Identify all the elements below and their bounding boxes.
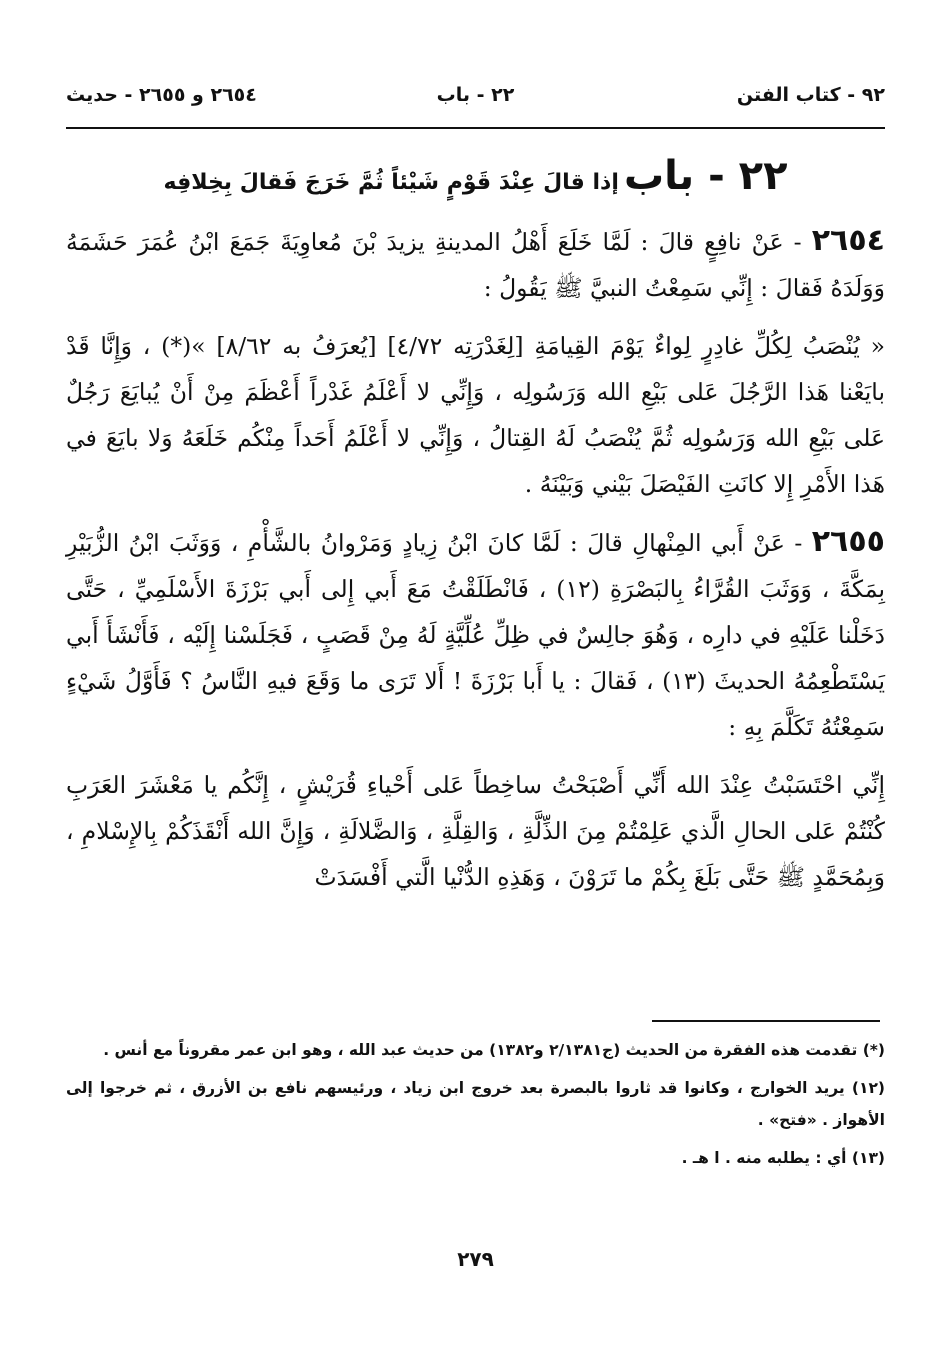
hadith-paragraph <box>66 519 885 750</box>
footnote: (١٣) أي : يطلبه منه . ا هـ . <box>681 1149 885 1167</box>
running-header <box>66 84 885 124</box>
header-book-title: ٩٢ - كتاب الفتن <box>736 84 885 106</box>
hadith-number: ٢٦٥٥ <box>811 524 885 559</box>
hadith-paragraph <box>66 762 885 900</box>
hadith-text: إِنِّي احْتَسَبْتُ عِنْدَ الله أَنِّي أَصْبَحْتُ ساخِطاً عَلى أَحْياءِ قُرَيْشٍ ، إِنَّكُم يا مَعْشَرَ العَرَبِ كُنْتُمْ عَلى الحالِ الَّذي عَلِمْتُمْ مِنَ الذِّلَّةِ ، وَالقِلَّةِ ، وَالضَّلالَةِ ، وَإِنَّ الله أَنْقَذَكُمْ بِالإِسْلامِ ، وَبِمُحَمَّدٍ ﷺ حَتَّى بَلَغَ بِكُمْ ما تَرَوْنَ ، وَهَذِهِ الدُّنْيا الَّتي أَفْسَدَتْ <box>66 771 885 891</box>
hadith-paragraph <box>66 218 885 311</box>
page-number: ٢٧٩ <box>457 1247 494 1271</box>
hadith-text: - عَنْ نافِعٍ قالَ : لَمَّا خَلَعَ أَهْلُ المدينةِ يزيدَ بْنَ مُعاوِيَةَ جَمَعَ ابْنُ عُمَرَ حَشَمَهُ وَوَلَدَهُ فَقالَ : إِنِّي سَمِعْتُ النبيَّ ﷺ يَقُولُ : <box>66 228 885 302</box>
header-divider <box>66 127 885 129</box>
hadith-number: ٢٦٥٤ <box>811 223 885 258</box>
hadith-paragraph <box>66 323 885 507</box>
footnotes <box>66 1034 885 1180</box>
header-chapter: ٢٢ - باب <box>436 84 515 106</box>
chapter-heading <box>66 148 885 212</box>
footnote: (*) تقدمت هذه الفقرة من الحديث (ج٢/١٣٨١ و١٣٨٢) من حديث عبد الله ، وهو ابن عمر مقروناً مع أنس . <box>103 1041 885 1059</box>
footnote-divider <box>652 1020 880 1022</box>
main-text <box>66 218 885 912</box>
hadith-text: - عَنْ أَبي المِنْهالِ قالَ : لَمَّا كانَ ابْنُ زِيادٍ وَمَرْوانُ بالشَّأْمِ ، وَوَثَبَ ابْنُ الزُّبَيْرِ بِمَكَّةَ ، وَوَثَبَ القُرَّاءُ بِالبَصْرَةِ (١٢) ، فَانْطَلَقْتُ مَعَ أَبي إِلى أَبي بَرْزَةَ الأَسْلَمِيِّ ، حَتَّى دَخَلْنا عَلَيْهِ في دارِه ، وَهُوَ جالِسٌ في ظِلِّ عُلِّيَّةٍ لَهُ مِنْ قَصَبٍ ، فَجَلَسْنا إِلَيْه ، فَأَنْشَأَ أَبي يَسْتَطْعِمُهُ الحديثَ (١٣) ، فَقالَ : يا أَبا بَرْزَةَ ! أَلا تَرَى ما وَقَعَ فيهِ النَّاسُ ؟ فَأَوَّلُ شَيْءٍ سَمِعْتُهُ تَكَلَّمَ بِهِ : <box>66 529 885 741</box>
footnote: (١٢) يريد الخوارج ، وكانوا قد ثاروا بالبصرة بعد خروج ابن زياد ، ورئيسهم نافع بن الأزرق ، ثم خرجوا إلى الأهواز . «فتح» . <box>66 1079 885 1129</box>
chapter-title: إذا قالَ عِنْدَ قَوْمٍ شَيْئاً ثُمَّ خَرَجَ فَقالَ بِخِلافِه <box>163 170 619 195</box>
hadith-text: « يُنْصَبُ لِكُلِّ غادِرٍ لِواءٌ يَوْمَ القِيامَةِ [لِغَدْرَتِه ٤/٧٢] [يُعرَفُ به ٨/٦٢] »(*) ، وَإِنَّا قَدْ بايَعْنا هَذا الرَّجُلَ عَلى بَيْعِ الله وَرَسُولِه ، وَإِنِّي لا أَعْلَمُ غَدْراً أَعْظَمَ مِنْ أَنْ يُبايَعَ رَجُلٌ عَلى بَيْعِ الله وَرَسُولِه ثُمَّ يُنْصَبُ لَهُ القِتالُ ، وَإِنِّي لا أَعْلَمُ أَحَداً مِنْكُم خَلَعَهُ وَلا بايَعَ في هَذا الأَمْرِ إِلا كانَتِ الفَيْصَلَ بَيْني وَبَيْنَهُ . <box>66 332 885 498</box>
header-hadith-range: ٢٦٥٤ و ٢٦٥٥ - حديث <box>66 84 257 106</box>
chapter-number: ٢٢ - باب <box>623 153 788 199</box>
